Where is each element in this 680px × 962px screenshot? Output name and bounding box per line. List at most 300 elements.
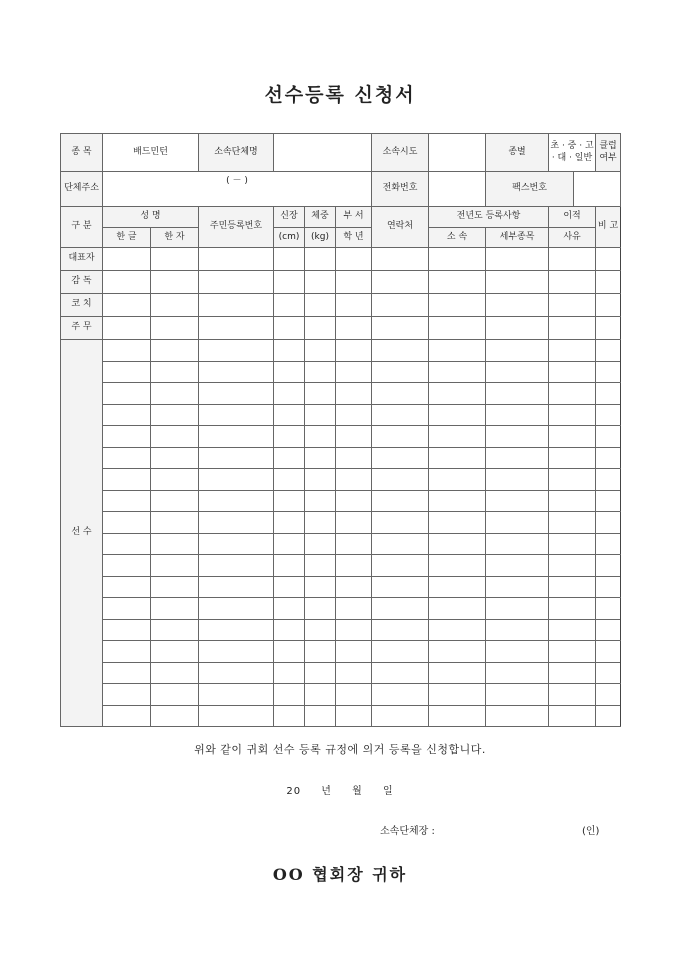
entry-cell[interactable] [549,248,596,271]
entry-cell[interactable] [486,512,549,534]
entry-cell[interactable] [274,294,305,317]
player-row [61,512,621,534]
entry-cell[interactable] [549,340,596,362]
entry-cell[interactable] [151,705,199,727]
entry-cell[interactable] [486,533,549,555]
entry-cell[interactable] [274,662,305,684]
event-value[interactable]: 배드민턴 [103,134,199,172]
entry-cell[interactable] [429,271,486,294]
entry-cell[interactable] [429,447,486,469]
entry-cell[interactable] [372,340,429,362]
entry-cell[interactable] [372,684,429,706]
height-header: 신장 [274,207,305,228]
entry-cell[interactable] [199,404,274,426]
dept-header: 부 서 [336,207,372,228]
entry-cell[interactable] [372,361,429,383]
entry-cell[interactable] [151,490,199,512]
entry-cell[interactable] [305,383,336,405]
entry-cell[interactable] [103,490,151,512]
entry-cell[interactable] [429,705,486,727]
club-label: 클럽여부 [596,134,621,172]
entry-cell[interactable] [305,576,336,598]
staff-row [61,317,621,340]
entry-cell[interactable] [549,447,596,469]
entry-cell[interactable] [549,317,596,340]
entry-cell[interactable] [549,619,596,641]
entry-cell[interactable] [336,598,372,620]
entry-cell[interactable] [274,248,305,271]
entry-cell[interactable] [305,684,336,706]
entry-cell[interactable] [596,705,621,727]
signer-label: 소속단체장 : [380,826,435,837]
entry-cell[interactable] [549,576,596,598]
entry-cell[interactable] [372,383,429,405]
entry-cell[interactable] [199,533,274,555]
entry-cell[interactable] [336,512,372,534]
entry-cell[interactable] [429,619,486,641]
grade-header: 학 년 [336,228,372,248]
entry-cell[interactable] [549,555,596,577]
entry-cell[interactable] [336,340,372,362]
entry-cell[interactable] [151,317,199,340]
entry-cell[interactable] [372,490,429,512]
entry-cell[interactable] [549,404,596,426]
name-hangul-header: 한 글 [103,228,151,248]
entry-cell[interactable] [372,404,429,426]
entry-cell[interactable] [199,469,274,491]
entry-cell[interactable] [274,490,305,512]
entry-cell[interactable] [103,317,151,340]
entry-cell[interactable] [429,662,486,684]
entry-cell[interactable] [103,512,151,534]
entry-cell[interactable] [486,294,549,317]
entry-cell[interactable] [596,317,621,340]
entry-cell[interactable] [305,426,336,448]
entry-cell[interactable] [274,426,305,448]
entry-cell[interactable] [486,426,549,448]
entry-cell[interactable] [372,576,429,598]
entry-cell[interactable] [336,248,372,271]
entry-cell[interactable] [596,576,621,598]
entry-cell[interactable] [596,641,621,663]
entry-cell[interactable] [486,447,549,469]
entry-cell[interactable] [151,426,199,448]
date-day-unit: 일 [382,786,394,797]
entry-cell[interactable] [305,512,336,534]
entry-cell[interactable] [372,512,429,534]
entry-cell[interactable] [549,512,596,534]
entry-cell[interactable] [305,705,336,727]
player-label: 선 수 [61,340,103,727]
staff-role-label: 코 치 [61,294,103,317]
entry-cell[interactable] [274,705,305,727]
category-label: 종별 [486,134,549,172]
entry-cell[interactable] [486,555,549,577]
entry-cell[interactable] [549,469,596,491]
player-row [61,598,621,620]
entry-cell[interactable] [274,684,305,706]
entry-cell[interactable] [151,641,199,663]
entry-cell[interactable] [199,512,274,534]
player-row [61,383,621,405]
entry-cell[interactable] [274,317,305,340]
entry-cell[interactable] [199,340,274,362]
entry-cell[interactable] [336,426,372,448]
entry-cell[interactable] [336,555,372,577]
entry-cell[interactable] [103,662,151,684]
entry-cell[interactable] [199,383,274,405]
entry-cell[interactable] [151,555,199,577]
entry-cell[interactable] [486,271,549,294]
player-row [61,426,621,448]
entry-cell[interactable] [199,294,274,317]
entry-cell[interactable] [549,361,596,383]
entry-cell[interactable] [372,317,429,340]
entry-cell[interactable] [429,576,486,598]
entry-cell[interactable] [596,294,621,317]
entry-cell[interactable] [336,317,372,340]
entry-cell[interactable] [103,404,151,426]
entry-cell[interactable] [336,469,372,491]
entry-cell[interactable] [103,598,151,620]
entry-cell[interactable] [199,662,274,684]
entry-cell[interactable] [486,619,549,641]
entry-cell[interactable] [199,490,274,512]
player-row [61,662,621,684]
entry-cell[interactable] [199,555,274,577]
player-row [61,361,621,383]
entry-cell[interactable] [274,555,305,577]
entry-cell[interactable] [429,512,486,534]
entry-cell[interactable] [486,404,549,426]
entry-cell[interactable] [336,533,372,555]
entry-cell[interactable] [151,383,199,405]
entry-cell[interactable] [549,598,596,620]
entry-cell[interactable] [486,684,549,706]
entry-cell[interactable] [549,426,596,448]
entry-cell[interactable] [305,533,336,555]
entry-cell[interactable] [429,294,486,317]
player-row [61,684,621,706]
entry-cell[interactable] [103,248,151,271]
event-label: 종 목 [61,134,103,172]
entry-cell[interactable] [372,426,429,448]
entry-cell[interactable] [151,533,199,555]
group-name-label: 소속단체명 [199,134,274,172]
player-row [61,533,621,555]
entry-cell[interactable] [372,469,429,491]
remarks-header: 비 고 [596,207,621,248]
staff-role-label: 대표자 [61,248,103,271]
entry-cell[interactable] [596,469,621,491]
entry-cell[interactable] [336,447,372,469]
entry-cell[interactable] [305,271,336,294]
entry-cell[interactable] [103,340,151,362]
entry-cell[interactable] [103,361,151,383]
staff-row [61,248,621,271]
entry-cell[interactable] [429,383,486,405]
player-row [61,469,621,491]
entry-cell[interactable] [305,340,336,362]
entry-cell[interactable] [274,619,305,641]
player-row [61,619,621,641]
entry-cell[interactable] [103,383,151,405]
entry-cell[interactable] [151,248,199,271]
weight-header: 체중 [305,207,336,228]
entry-cell[interactable] [305,404,336,426]
address-field[interactable]: ( － ) [103,172,372,207]
entry-cell[interactable] [274,512,305,534]
entry-cell[interactable] [336,271,372,294]
entry-cell[interactable] [199,317,274,340]
entry-cell[interactable] [151,361,199,383]
form-title: 선수등록 신청서 [264,84,416,106]
entry-cell[interactable] [151,447,199,469]
entry-cell[interactable] [151,684,199,706]
entry-cell[interactable] [305,619,336,641]
entry-cell[interactable] [596,340,621,362]
entry-cell[interactable] [199,576,274,598]
entry-cell[interactable] [372,248,429,271]
entry-cell[interactable] [103,576,151,598]
height-unit: (cm) [274,228,305,248]
entry-cell[interactable] [429,426,486,448]
entry-cell[interactable] [103,533,151,555]
entry-cell[interactable] [549,271,596,294]
application-date [0,782,680,797]
entry-cell[interactable] [274,641,305,663]
entry-cell[interactable] [429,555,486,577]
entry-cell[interactable] [151,294,199,317]
fax-label: 팩스번호 [486,172,574,207]
entry-cell[interactable] [336,619,372,641]
entry-cell[interactable] [372,619,429,641]
entry-cell[interactable] [486,248,549,271]
entry-cell[interactable] [372,641,429,663]
entry-cell[interactable] [151,576,199,598]
entry-cell[interactable] [305,662,336,684]
entry-cell[interactable] [336,404,372,426]
entry-cell[interactable] [336,361,372,383]
entry-cell[interactable] [274,383,305,405]
entry-cell[interactable] [305,490,336,512]
entry-cell[interactable] [486,361,549,383]
phone-label: 전화번호 [372,172,429,207]
entry-cell[interactable] [336,705,372,727]
entry-cell[interactable] [429,317,486,340]
entry-cell[interactable] [274,533,305,555]
entry-cell[interactable] [274,447,305,469]
entry-cell[interactable] [199,684,274,706]
division-header: 구 분 [61,207,103,248]
entry-cell[interactable] [103,294,151,317]
player-row [61,705,621,727]
date-year: 20 [286,786,302,797]
entry-cell[interactable] [336,576,372,598]
entry-cell[interactable] [199,248,274,271]
entry-cell[interactable] [596,271,621,294]
entry-cell[interactable] [336,662,372,684]
entry-cell[interactable] [103,447,151,469]
entry-cell[interactable] [274,271,305,294]
entry-cell[interactable] [596,555,621,577]
entry-cell[interactable] [103,271,151,294]
entry-cell[interactable] [429,469,486,491]
phone-field[interactable] [429,172,486,207]
address-label: 단체주소 [61,172,103,207]
entry-cell[interactable] [372,662,429,684]
entry-cell[interactable] [199,271,274,294]
entry-cell[interactable] [103,555,151,577]
entry-cell[interactable] [103,619,151,641]
contact-header: 연락처 [372,207,429,248]
entry-cell[interactable] [103,641,151,663]
entry-cell[interactable] [486,317,549,340]
player-row [61,555,621,577]
entry-cell[interactable] [429,641,486,663]
entry-cell[interactable] [305,641,336,663]
entry-cell[interactable] [274,404,305,426]
entry-cell[interactable] [274,361,305,383]
entry-cell[interactable] [103,469,151,491]
entry-cell[interactable] [596,248,621,271]
entry-cell[interactable] [103,426,151,448]
entry-cell[interactable] [336,490,372,512]
entry-cell[interactable] [305,248,336,271]
entry-cell[interactable] [372,447,429,469]
entry-cell[interactable] [596,447,621,469]
entry-cell[interactable] [199,619,274,641]
entry-cell[interactable] [596,426,621,448]
entry-cell[interactable] [596,361,621,383]
entry-cell[interactable] [549,490,596,512]
transfer-header: 이적 [549,207,596,228]
staff-row [61,271,621,294]
entry-cell[interactable] [199,598,274,620]
entry-cell[interactable] [103,705,151,727]
entry-cell[interactable] [199,361,274,383]
region-field[interactable] [429,134,486,172]
entry-cell[interactable] [151,662,199,684]
entry-cell[interactable] [596,512,621,534]
entry-cell[interactable] [486,383,549,405]
weight-unit: (kg) [305,228,336,248]
entry-cell[interactable] [596,684,621,706]
entry-cell[interactable] [429,598,486,620]
entry-cell[interactable] [151,469,199,491]
entry-cell[interactable] [549,641,596,663]
entry-cell[interactable] [596,598,621,620]
entry-cell[interactable] [429,533,486,555]
entry-cell[interactable] [199,447,274,469]
entry-cell[interactable] [151,598,199,620]
entry-cell[interactable] [549,294,596,317]
entry-cell[interactable] [486,662,549,684]
entry-cell[interactable] [596,619,621,641]
entry-cell[interactable] [549,705,596,727]
entry-cell[interactable] [429,404,486,426]
entry-cell[interactable] [199,426,274,448]
date-year-unit: 년 [321,786,332,797]
entry-cell[interactable] [549,383,596,405]
entry-cell[interactable] [151,619,199,641]
entry-cell[interactable] [486,576,549,598]
entry-cell[interactable] [199,641,274,663]
entry-cell[interactable] [486,469,549,491]
entry-cell[interactable] [372,705,429,727]
name-header: 성 명 [103,207,199,228]
entry-cell[interactable] [336,294,372,317]
entry-cell[interactable] [103,684,151,706]
entry-cell[interactable] [151,340,199,362]
entry-cell[interactable] [429,248,486,271]
entry-cell[interactable] [486,598,549,620]
entry-cell[interactable] [274,598,305,620]
entry-cell[interactable] [336,684,372,706]
entry-cell[interactable] [151,512,199,534]
entry-cell[interactable] [429,490,486,512]
entry-cell[interactable] [372,294,429,317]
entry-cell[interactable] [596,490,621,512]
entry-cell[interactable] [372,533,429,555]
name-hanja-header: 한 자 [151,228,199,248]
entry-cell[interactable] [305,294,336,317]
entry-cell[interactable] [429,361,486,383]
entry-cell[interactable] [305,447,336,469]
staff-role-label: 감 독 [61,271,103,294]
entry-cell[interactable] [429,340,486,362]
entry-cell[interactable] [372,271,429,294]
entry-cell[interactable] [305,598,336,620]
declaration-text: 위와 같이 귀회 선수 등록 규정에 의거 등록을 신청합니다. [194,743,486,756]
entry-cell[interactable] [486,340,549,362]
entry-cell[interactable] [336,383,372,405]
player-row [61,641,621,663]
entry-cell[interactable] [549,533,596,555]
entry-cell[interactable] [274,576,305,598]
entry-cell[interactable] [336,641,372,663]
entry-cell[interactable] [305,361,336,383]
entry-cell[interactable] [372,555,429,577]
entry-cell[interactable] [305,317,336,340]
entry-cell[interactable] [274,340,305,362]
entry-cell[interactable] [486,641,549,663]
seal-mark: (인) [582,826,600,837]
fax-field[interactable] [574,172,621,207]
entry-cell[interactable] [549,684,596,706]
entry-cell[interactable] [305,469,336,491]
entry-cell[interactable] [596,533,621,555]
entry-cell[interactable] [305,555,336,577]
entry-cell[interactable] [151,271,199,294]
entry-cell[interactable] [199,705,274,727]
entry-cell[interactable] [151,404,199,426]
entry-cell[interactable] [486,705,549,727]
entry-cell[interactable] [596,662,621,684]
group-name-field[interactable] [274,134,372,172]
entry-cell[interactable] [429,684,486,706]
entry-cell[interactable] [596,404,621,426]
category-options[interactable]: 초 · 중 · 고 · 대 · 일반 [549,134,596,172]
entry-cell[interactable] [596,383,621,405]
entry-cell[interactable] [274,469,305,491]
player-row [61,576,621,598]
entry-cell[interactable] [549,662,596,684]
entry-cell[interactable] [486,490,549,512]
entry-cell[interactable] [372,598,429,620]
resident-no-header: 주민등록번호 [199,207,274,248]
player-row [61,447,621,469]
